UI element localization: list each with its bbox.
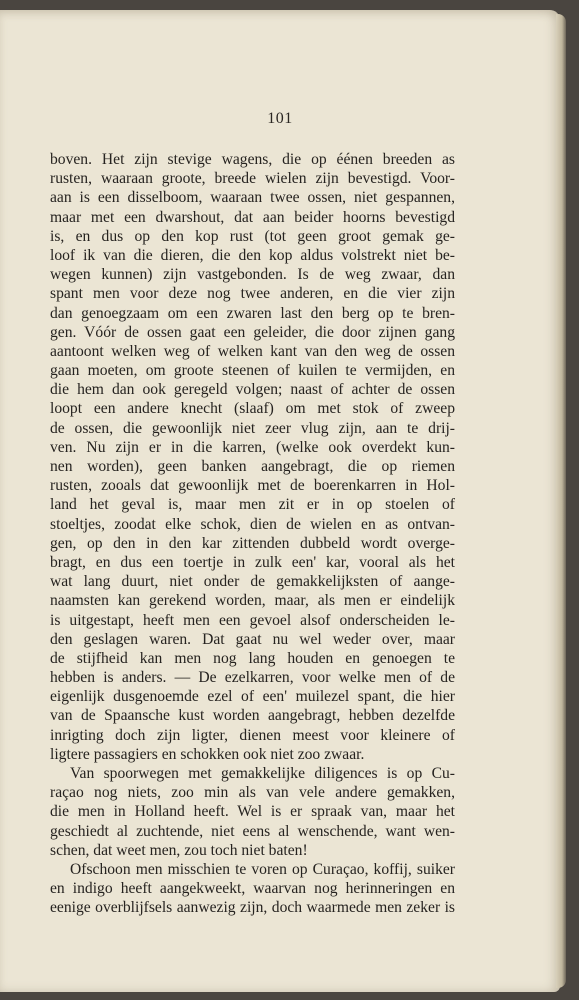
- text-line: de stijfheid kan men nog lang houden en genoegen te: [50, 649, 455, 667]
- text-line: boven. Het zijn stevige wagens, die op éénen breeden as: [50, 151, 455, 168]
- text-line: hebben is anders. — De ezelkarren, voor welke men of de: [50, 669, 455, 687]
- text-line: gaan moeten, om groote steenen of kuilen te vermijden, en: [50, 362, 455, 380]
- text-line: raçao nog niets, zoo min als van vele andere gemakken,: [50, 784, 455, 802]
- text-line: wat lang duurt, niet onder de gemakkelijksten of aange-: [50, 573, 455, 591]
- page-number: 101: [267, 110, 293, 127]
- text-line: inrigting doch zijn ligter, dienen meest voor kleinere of: [50, 726, 455, 744]
- text-line: en indigo heeft aangekweekt, waarvan nog herinneringen en: [50, 880, 455, 898]
- text-line: rusten, zooals dat gewoonlijk met de boerenkarren in Hol-: [50, 477, 455, 495]
- text-line: aan is een disselboom, waaraan twee ossen, niet gespannen,: [50, 189, 455, 207]
- text-line: den geslagen waren. Dat gaat nu wel weder over, maar: [50, 630, 455, 648]
- text-line: land het geval is, maar men zit er in op stoelen of: [50, 496, 455, 514]
- text-line: aantoont welken weg of welken kant van den weg de ossen: [50, 342, 455, 360]
- text-line: geschiedt al zuchtende, niet eens al wenschende, want wen-: [50, 822, 455, 840]
- text-line: bragt, en dus een toertje in zulk een' kar, vooral als het: [50, 553, 455, 571]
- text-line: gen, op den in den kar zittenden dubbeld wordt overge-: [50, 534, 455, 552]
- text-line: de ossen, die gewoonlijk niet zeer vlug zijn, aan te drij-: [50, 419, 455, 437]
- text-line: nen worden), geen banken aangebragt, die op riemen: [50, 458, 455, 475]
- text-line: die hem dan ook geregeld volgen; naast of achter de ossen: [50, 381, 455, 399]
- page-edge: [556, 14, 566, 988]
- text-line: spant men voor deze nog twee anderen, en die vier zijn: [50, 285, 455, 303]
- text-line: is, en dus op den kop rust (tot geen groot gemak ge-: [50, 227, 455, 245]
- text-line: stoeltjes, zoodat elke schok, dien de wielen en as ontvan-: [50, 515, 455, 533]
- text-line: loopt een andere knecht (slaaf) om met stok of zweep: [50, 400, 455, 418]
- text-line: wegen kunnen) zijn vastgebonden. Is de weg zwaar, dan: [50, 266, 455, 284]
- text-line: van de Spaansche kust worden aangebragt, hebben dezelfde: [50, 707, 455, 725]
- text-line: die men in Holland heeft. Wel is er spraak van, maar het: [50, 803, 455, 821]
- text-line: dan genoegzaam om een zwaren last den berg op te bren-: [50, 304, 455, 322]
- text-line: maar met een dwarshout, dat aan beider hoorns bevestigd: [50, 208, 455, 226]
- text-line: naamsten kan gerekend worden, maar, als men er eindelijk: [50, 592, 455, 610]
- text-line: rusten, waaraan groote, breede wielen zijn bevestigd. Voor-: [50, 170, 455, 188]
- text-line: schen, dat weet men, zou toch niet baten!: [50, 841, 308, 859]
- text-line: Van spoorwegen met gemakkelijke diligences is op Cu-: [70, 765, 455, 782]
- text-line: ven. Nu zijn er in die karren, (welke ook overdekt kun-: [50, 438, 455, 456]
- text-line: eenige overblijfsels aanwezig zijn, doch waarmede men zeker is: [50, 899, 455, 917]
- book-page: [0, 10, 560, 992]
- text-line: is uitgestapt, heeft men een gevoel alsof onderscheiden le-: [50, 611, 455, 629]
- text-line: Ofschoon men misschien te voren op Curaçao, koffij, suiker: [70, 860, 455, 878]
- text-line: ligtere passagiers en schokken ook niet zoo zwaar.: [50, 745, 365, 763]
- text-line: eigenlijk dusgenoemde ezel of een' muilezel spant, die hier: [50, 688, 455, 706]
- text-line: gen. Vóór de ossen gaat een geleider, die door zijnen gang: [50, 323, 455, 341]
- body-text: [50, 150, 455, 918]
- text-line: loof ik van die dieren, die den kop aldus volstrekt niet be-: [50, 246, 455, 264]
